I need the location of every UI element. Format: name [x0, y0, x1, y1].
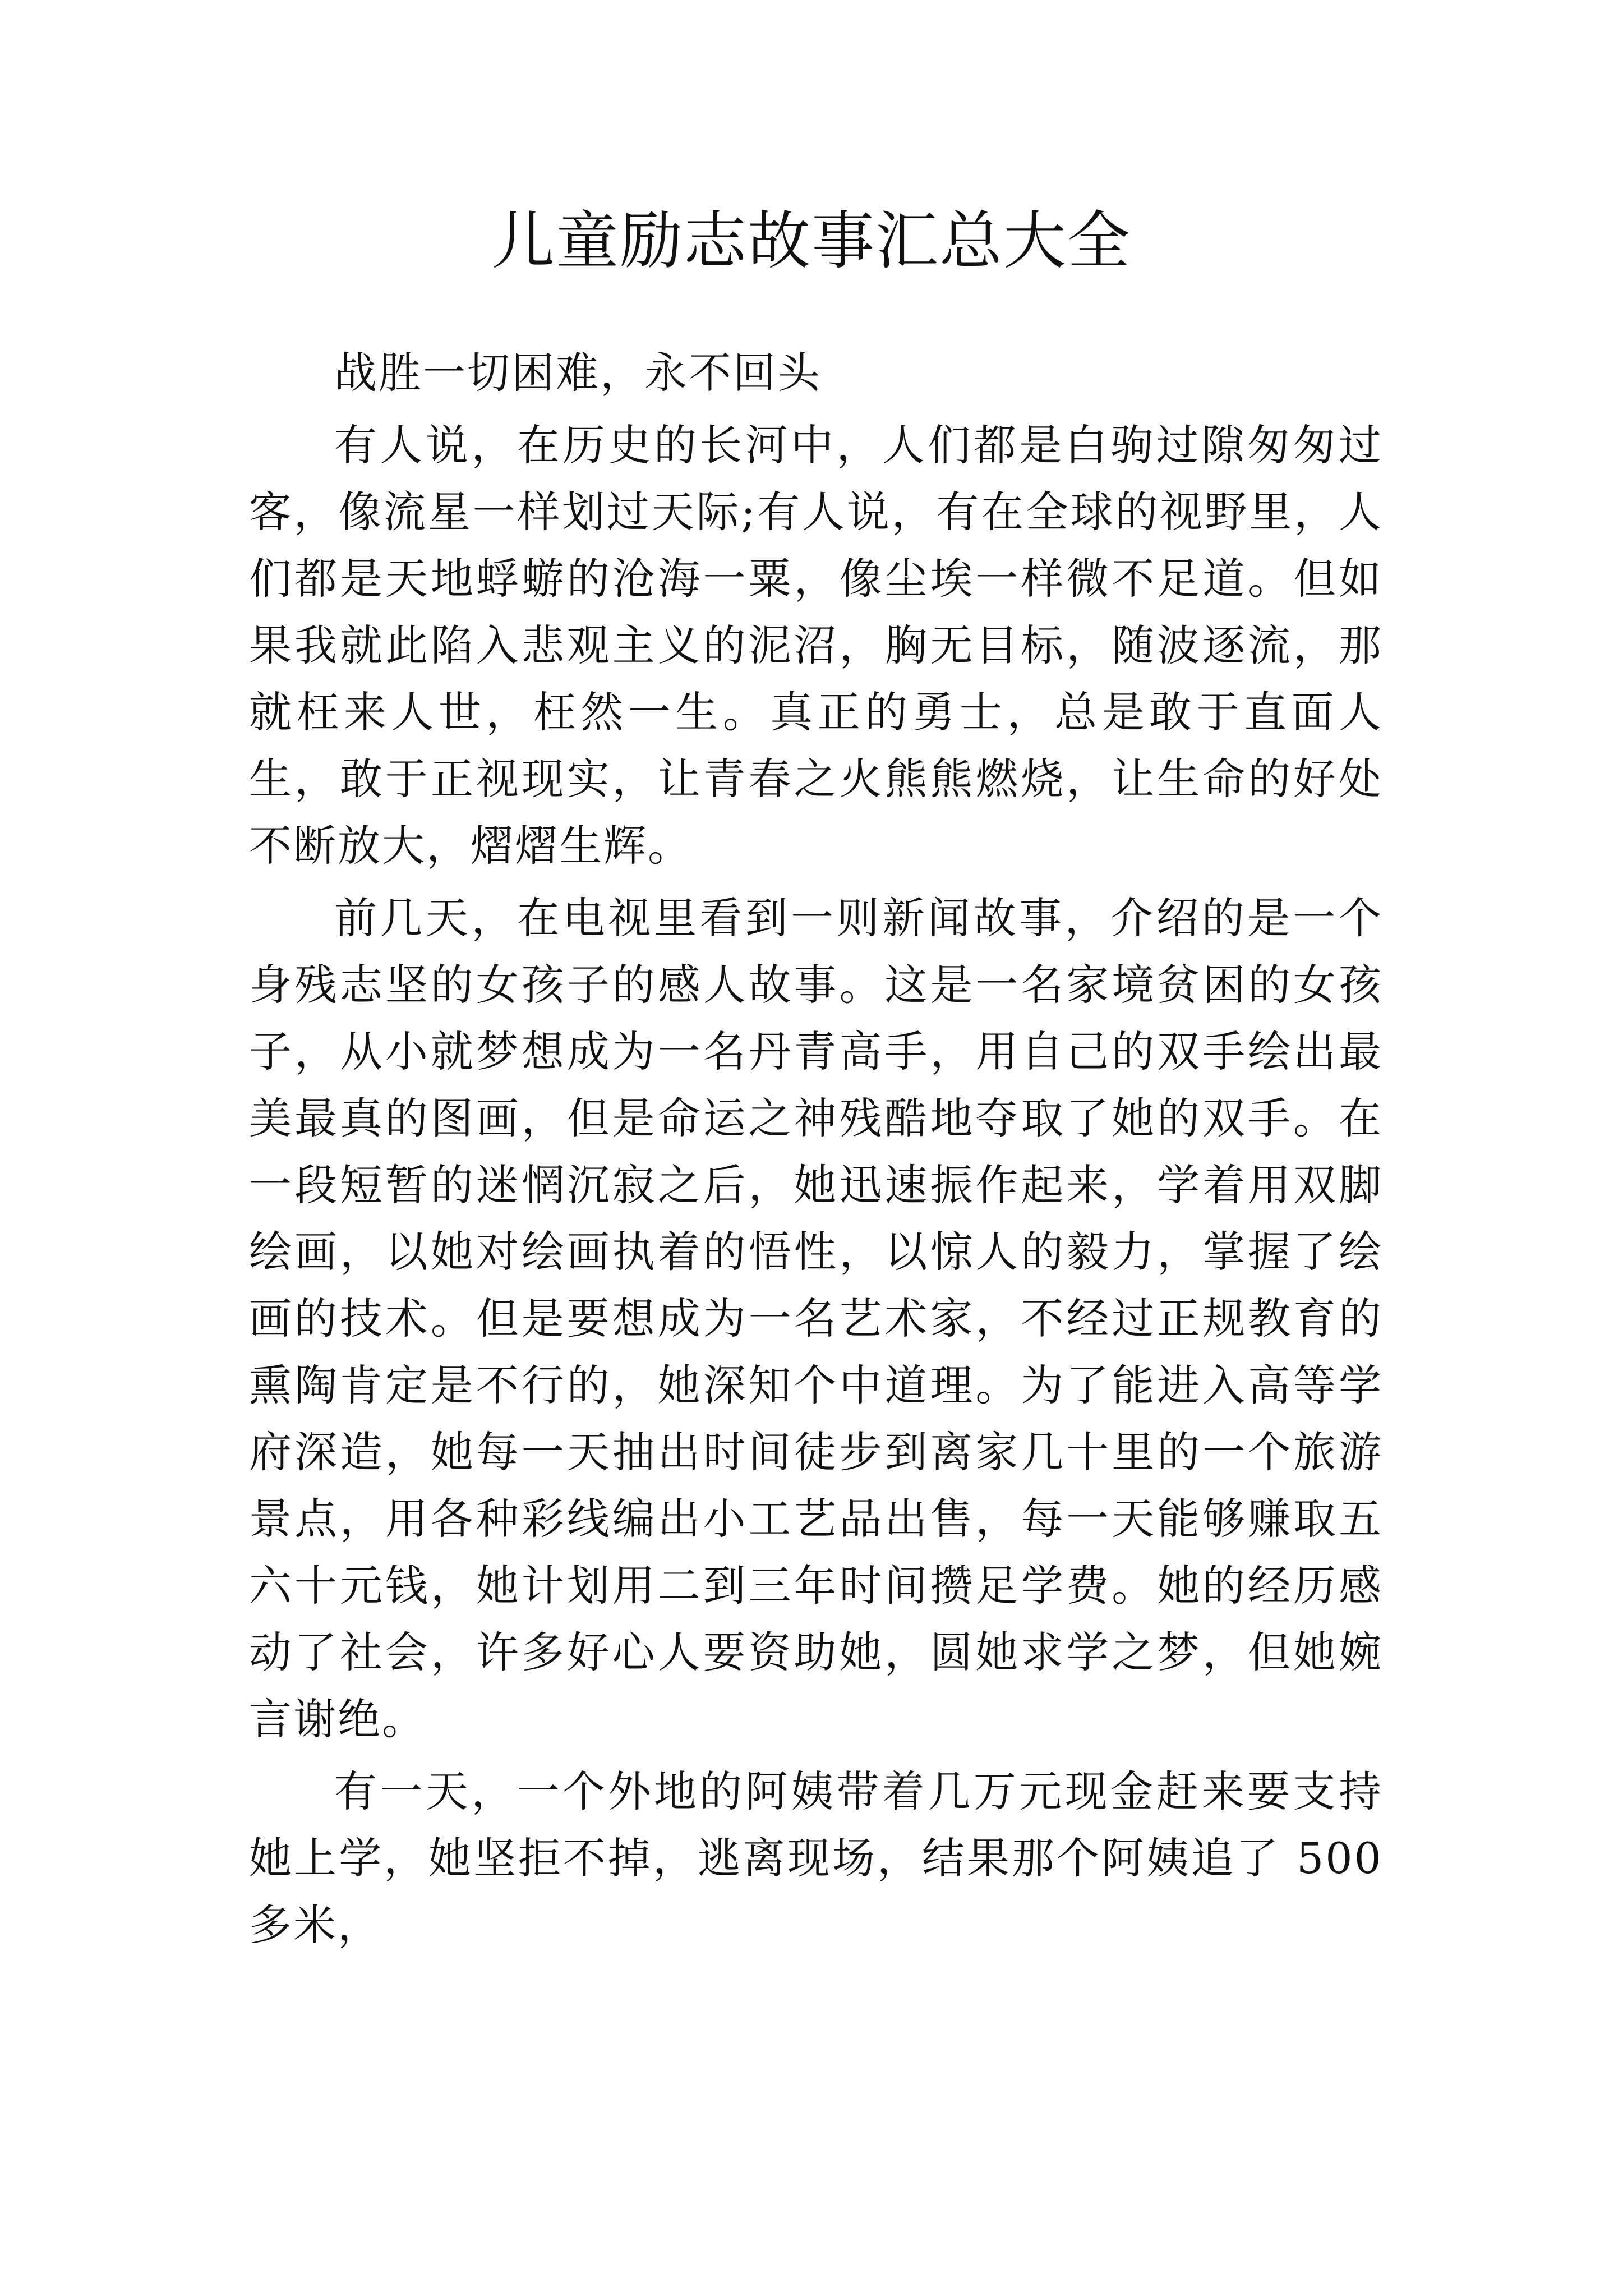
- paragraph: 有一天，一个外地的阿姨带着几万元现金赶来要支持她上学，她坚拒不掉，逃离现场，结果那个阿姨追了 500 多米，: [249, 1766, 1383, 1950]
- paragraph: 有人说，在历史的长河中，人们都是白驹过隙匆匆过客，像流星一样划过天际;有人说，有在全球的视野里，人们都是天地蜉蝣的沧海一粟，像尘埃一样微不足道。但如果我就此陷入悲观主义的泥沼，胸无目标，随波逐流，那就枉来人世，枉然一生。真正的勇士，总是敢于直面人生，敢于正视现实，让青春之火熊熊燃烧，让生命的好处不断放大，熠熠生辉。: [249, 420, 1383, 871]
- document-body: [249, 339, 1383, 1964]
- paragraph: 前几天，在电视里看到一则新闻故事，介绍的是一个身残志坚的女孩子的感人故事。这是一名家境贫困的女孩子，从小就梦想成为一名丹青高手，用自己的双手绘出最美最真的图画，但是命运之神残酷地夺取了她的双手。在一段短暂的迷惘沉寂之后，她迅速振作起来，学着用双脚绘画，以她对绘画执着的悟性，以惊人的毅力，掌握了绘画的技术。但是要想成为一名艺术家，不经过正规教育的熏陶肯定是不行的，她深知个中道理。为了能进入高等学府深造，她每一天抽出时间徒步到离家几十里的一个旅游景点，用各种彩线编出小工艺品出售，每一天能够赚取五六十元钱，她计划用二到三年时间攒足学费。她的经历感动了社会，许多好心人要资助她，圆她求学之梦，但她婉言谢绝。: [249, 893, 1383, 1744]
- document-title: 儿童励志故事汇总大全: [492, 205, 1131, 278]
- section-heading: 战胜一切困难，永不回头: [334, 348, 822, 398]
